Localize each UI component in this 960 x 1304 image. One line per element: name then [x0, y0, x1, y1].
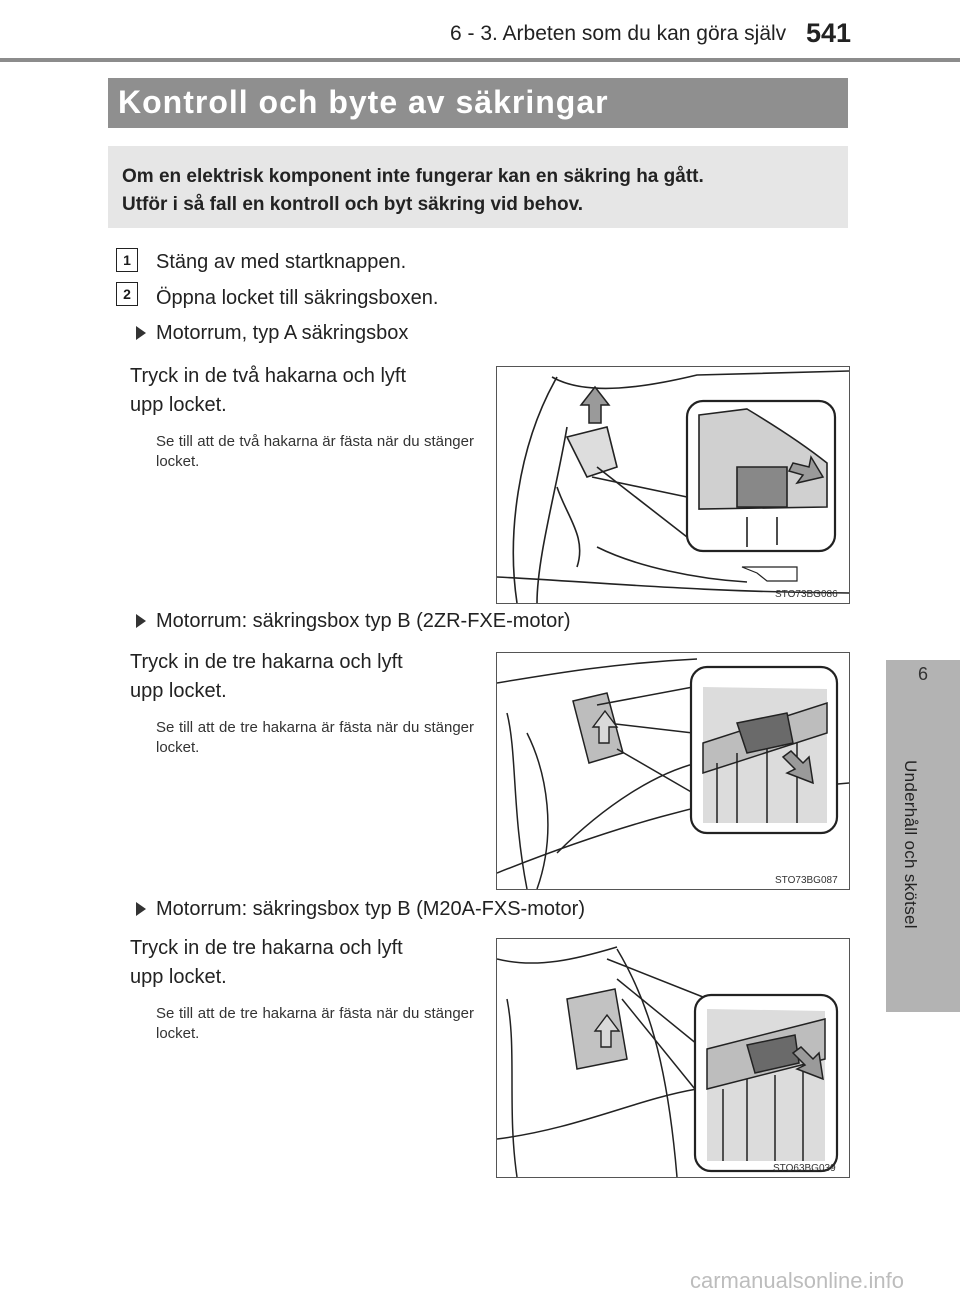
- instruction-line: upp locket.: [130, 966, 227, 988]
- step-number-badge: 2: [116, 282, 138, 306]
- running-header-chapter: 6 - 3. Arbeten som du kan göra själv: [450, 22, 787, 45]
- caution-note: Se till att de tre hakarna är fästa när du stänger locket.: [156, 1005, 474, 1042]
- page-number: 541: [806, 18, 852, 48]
- figure-code: STO63BG039: [773, 1163, 836, 1174]
- instruction-line: upp locket.: [130, 394, 227, 416]
- chapter-side-tab: [886, 660, 960, 1012]
- fuse-box-illustration: [496, 652, 850, 890]
- instruction-line: upp locket.: [130, 680, 227, 702]
- caution-note: Se till att de tre hakarna är fästa när du stänger locket.: [156, 719, 474, 756]
- caution-note: Se till att de två hakarna är fästa när du stänger locket.: [156, 433, 474, 470]
- step-text: Öppna locket till säkringsboxen.: [156, 287, 439, 309]
- subsection-heading: Motorrum: säkringsbox typ B (2ZR-FXE-motor): [156, 610, 571, 632]
- instruction-line: Tryck in de tre hakarna och lyft: [130, 937, 403, 959]
- fuse-box-illustration: [496, 938, 850, 1178]
- arrow-bullet-icon: [136, 614, 146, 628]
- figure-code: STO73BG087: [775, 875, 838, 886]
- watermark-text: carmanualsonline.info: [690, 1268, 905, 1293]
- step-text: Stäng av med startknappen.: [156, 251, 407, 273]
- intro-line-1: Om en elektrisk komponent inte fungerar kan en säkring ha gått.: [122, 166, 704, 187]
- subsection-heading: Motorrum, typ A säkringsbox: [156, 322, 409, 344]
- fuse-box-illustration: [496, 366, 850, 604]
- arrow-bullet-icon: [136, 902, 146, 916]
- side-tab-title: Underhåll och skötsel: [901, 760, 920, 929]
- intro-line-2: Utför i så fall en kontroll och byt säkring vid behov.: [122, 194, 584, 215]
- figure-code: STO73BG086: [775, 589, 838, 600]
- instruction-line: Tryck in de två hakarna och lyft: [130, 365, 407, 387]
- side-tab-number: 6: [917, 664, 928, 684]
- section-title: Kontroll och byte av säkringar: [118, 84, 609, 120]
- header-rule: [0, 58, 960, 62]
- subsection-heading: Motorrum: säkringsbox typ B (M20A-FXS-motor): [156, 898, 585, 920]
- step-number-badge: 1: [116, 248, 138, 272]
- instruction-line: Tryck in de tre hakarna och lyft: [130, 651, 403, 673]
- arrow-bullet-icon: [136, 326, 146, 340]
